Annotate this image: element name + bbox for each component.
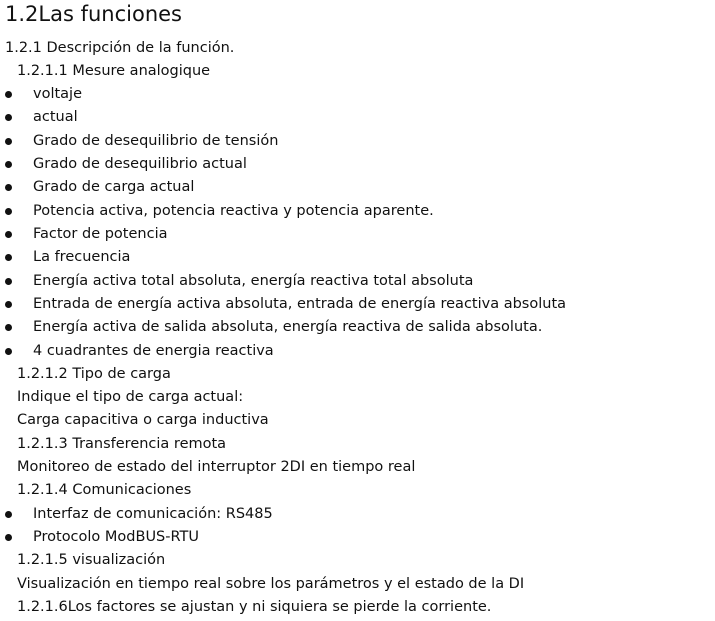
list-item: Grado de desequilibrio de tensión [33, 133, 279, 149]
subsubsection-title: 1.2.1.5 visualización [17, 552, 166, 568]
bullet-icon [5, 301, 12, 308]
list-item: La frecuencia [33, 249, 131, 265]
list-item: Entrada de energía activa absoluta, entrada de energía reactiva absoluta [33, 296, 567, 312]
bullet-icon [5, 231, 12, 238]
subsubsection-title: 1.2.1.3 Transferencia remota [17, 436, 227, 452]
list-item: Factor de potencia [33, 226, 168, 242]
list-item: Potencia activa, potencia reactiva y potencia aparente. [33, 203, 434, 219]
list-item: Energía activa total absoluta, energía reactiva total absoluta [33, 273, 474, 289]
list-item: Grado de carga actual [33, 179, 195, 195]
bullet-icon [5, 348, 12, 355]
subsubsection-title: 1.2.1.6Los factores se ajustan y ni siquiera se pierde la corriente. [17, 599, 492, 615]
list-item: 4 cuadrantes de energia reactiva [33, 343, 274, 359]
bullet-icon [5, 161, 12, 168]
bullet-icon [5, 114, 12, 121]
list-item: Protocolo ModBUS-RTU [33, 529, 199, 545]
bullet-icon [5, 184, 12, 191]
bullet-icon [5, 324, 12, 331]
paragraph-line: Indique el tipo de carga actual: [17, 389, 244, 405]
list-item: Grado de desequilibrio actual [33, 156, 247, 172]
list-item: actual [33, 109, 78, 125]
subsubsection-title: 1.2.1.2 Tipo de carga [17, 366, 171, 382]
list-item: Energía activa de salida absoluta, energía reactiva de salida absoluta. [33, 319, 543, 335]
subsection-title: 1.2.1 Descripción de la función. [5, 40, 235, 56]
paragraph-line: Monitoreo de estado del interruptor 2DI en tiempo real [17, 459, 416, 475]
bullet-icon [5, 208, 12, 215]
bullet-icon [5, 91, 12, 98]
bullet-icon [5, 534, 12, 541]
section-heading: 1.2Las funciones [5, 2, 182, 26]
bullet-icon [5, 254, 12, 261]
paragraph-line: Visualización en tiempo real sobre los parámetros y el estado de la DI [17, 576, 525, 592]
list-item: voltaje [33, 86, 83, 102]
bullet-icon [5, 278, 12, 285]
list-item: Interfaz de comunicación: RS485 [33, 506, 273, 522]
subsubsection-title: 1.2.1.4 Comunicaciones [17, 482, 192, 498]
bullet-icon [5, 511, 12, 518]
paragraph-line: Carga capacitiva o carga inductiva [17, 412, 269, 428]
subsubsection-title: 1.2.1.1 Mesure analogique [17, 63, 211, 79]
bullet-icon [5, 138, 12, 145]
